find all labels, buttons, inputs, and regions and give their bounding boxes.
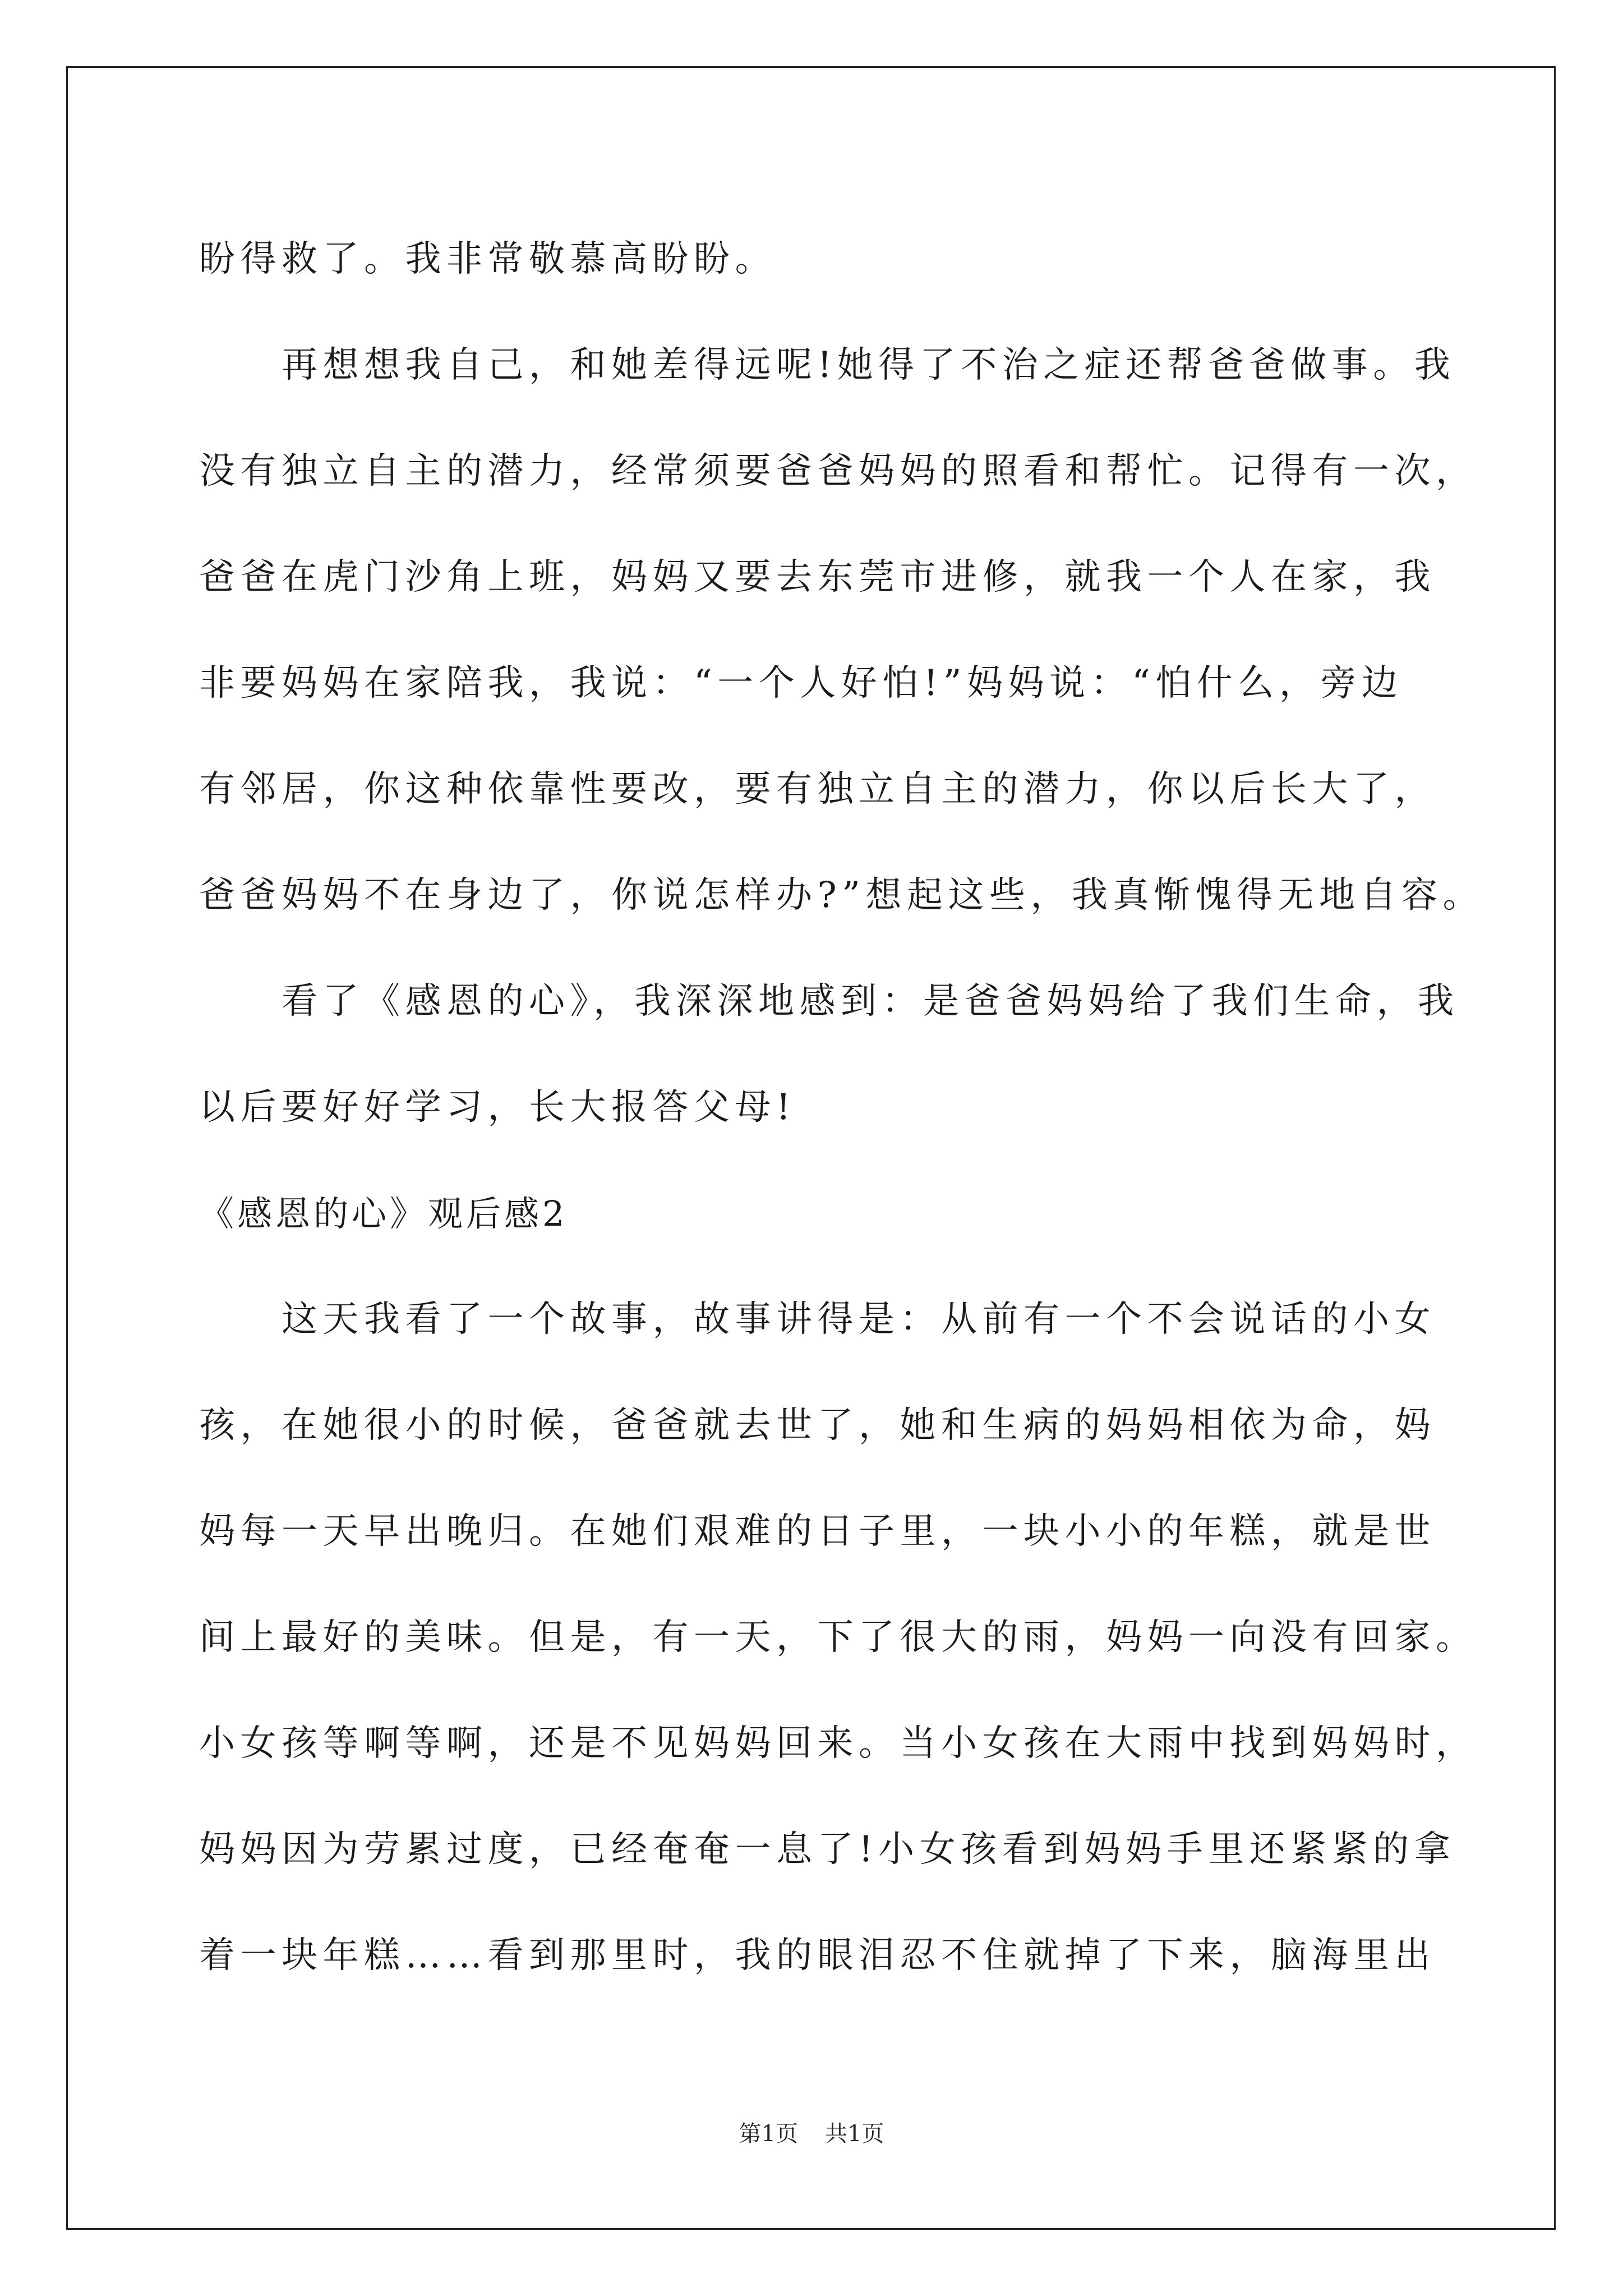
text-line: 爸爸妈妈不在身边了，你说怎样办?”想起这些，我真惭愧得无地自容。 — [199, 875, 1484, 916]
text-line: 爸爸在虎门沙角上班，妈妈又要去东莞市进修，就我一个人在家，我 — [199, 556, 1436, 598]
text-line: 再想想我自己，和她差得远呢!她得了不治之症还帮爸爸做事。我 — [199, 344, 1456, 386]
text-line: 以后要好好学习，长大报答父母! — [199, 1087, 796, 1128]
page-footer — [0, 2116, 1623, 2148]
text-line: 小女孩等啊等啊，还是不见妈妈回来。当小女孩在大雨中找到妈妈时， — [199, 1723, 1477, 1764]
text-line: 孩，在她很小的时候，爸爸就去世了，她和生病的妈妈相依为命，妈 — [199, 1405, 1436, 1446]
page-number-current: 第1页 — [739, 2121, 798, 2147]
page-number-total: 共1页 — [825, 2121, 884, 2147]
text-line: 妈妈因为劳累过度，已经奄奄一息了!小女孩看到妈妈手里还紧紧的拿 — [199, 1829, 1456, 1870]
text-line: 没有独立自主的潜力，经常须要爸爸妈妈的照看和帮忙。记得有一次， — [199, 450, 1477, 492]
text-line: 有邻居，你这种依靠性要改，要有独立自主的潜力，你以后长大了， — [199, 769, 1436, 810]
document-body — [199, 206, 1484, 2009]
text-line: 妈每一天早出晚归。在她们艰难的日子里，一块小小的年糕，就是世 — [199, 1511, 1436, 1552]
text-line: 看了《感恩的心》，我深深地感到：是爸爸妈妈给了我们生命，我 — [199, 981, 1459, 1022]
section-heading: 《感恩的心》观后感2 — [199, 1193, 568, 1234]
text-line: 非要妈妈在家陪我，我说：“一个人好怕!”妈妈说：“怕什么，旁边 — [199, 662, 1403, 704]
text-line: 着一块年糕……看到那里时，我的眼泪忍不住就掉了下来，脑海里出 — [199, 1935, 1436, 1976]
text-line: 间上最好的美味。但是，有一天，下了很大的雨，妈妈一向没有回家。 — [199, 1617, 1477, 1658]
text-line: 这天我看了一个故事，故事讲得是：从前有一个不会说话的小女 — [199, 1299, 1436, 1340]
text-line: 盼得救了。我非常敬慕高盼盼。 — [199, 238, 776, 280]
